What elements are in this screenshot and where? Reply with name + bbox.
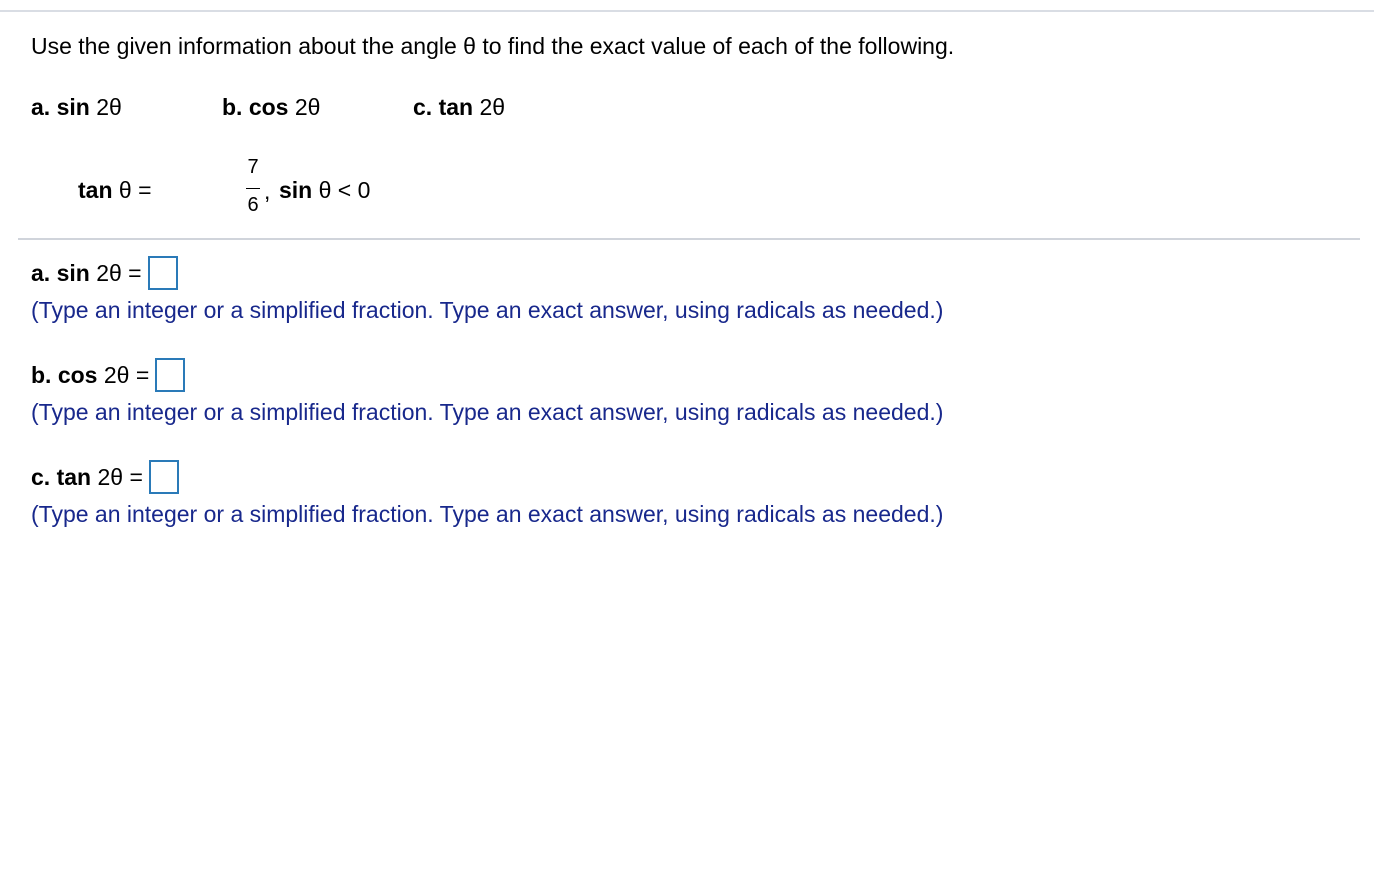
answer-b-hint: (Type an integer or a simplified fraction. Type an exact answer, using radicals as needed.) [31, 399, 944, 425]
answer-argument: 2θ = [96, 259, 142, 286]
part-function: sin [56, 94, 90, 120]
given-tan-function: tan [78, 177, 113, 203]
part-argument: 2θ [479, 94, 506, 120]
answer-c-hint: (Type an integer or a simplified fraction. Type an exact answer, using radicals as needed.) [31, 501, 944, 527]
answer-letter: c. [31, 463, 51, 490]
section-divider [18, 238, 1360, 240]
part-function: cos [248, 94, 289, 120]
fraction-numerator: 7 [247, 156, 259, 178]
part-function: tan [438, 94, 474, 120]
answer-function: tan [56, 463, 92, 490]
given-tan [78, 177, 152, 204]
given-separator: , [264, 178, 271, 204]
part-b-label [222, 94, 320, 121]
answer-a-hint: (Type an integer or a simplified fraction. Type an exact answer, using radicals as needed.) [31, 297, 944, 323]
answer-function: sin [56, 259, 90, 286]
answer-argument: 2θ = [97, 463, 143, 490]
answer-b-row [31, 358, 185, 392]
answer-argument: 2θ = [103, 361, 150, 388]
top-divider [0, 10, 1374, 12]
part-c-label [413, 94, 505, 121]
fraction-bar [246, 188, 260, 189]
answer-function: cos [57, 361, 98, 388]
answer-a-row [31, 256, 178, 290]
fraction-denominator: 6 [247, 194, 259, 216]
part-letter: c. [413, 94, 433, 120]
given-sin-function: sin [279, 177, 313, 203]
part-a-label [31, 94, 122, 121]
answer-b-input[interactable] [155, 358, 185, 392]
part-argument: 2θ [96, 94, 122, 120]
answer-letter: a. [31, 259, 51, 286]
answer-a-input[interactable] [148, 256, 178, 290]
given-sin [279, 177, 370, 204]
part-argument: 2θ [294, 94, 321, 120]
answer-letter: b. [31, 361, 52, 388]
given-tan-argument: θ = [118, 177, 152, 203]
instructions-text: Use the given information about the angle θ to find the exact value of each of the following. [31, 33, 955, 59]
part-letter: a. [31, 94, 51, 120]
answer-c-row [31, 460, 179, 494]
answer-c-input[interactable] [149, 460, 179, 494]
given-sin-condition: θ < 0 [318, 177, 371, 203]
part-letter: b. [222, 94, 243, 120]
